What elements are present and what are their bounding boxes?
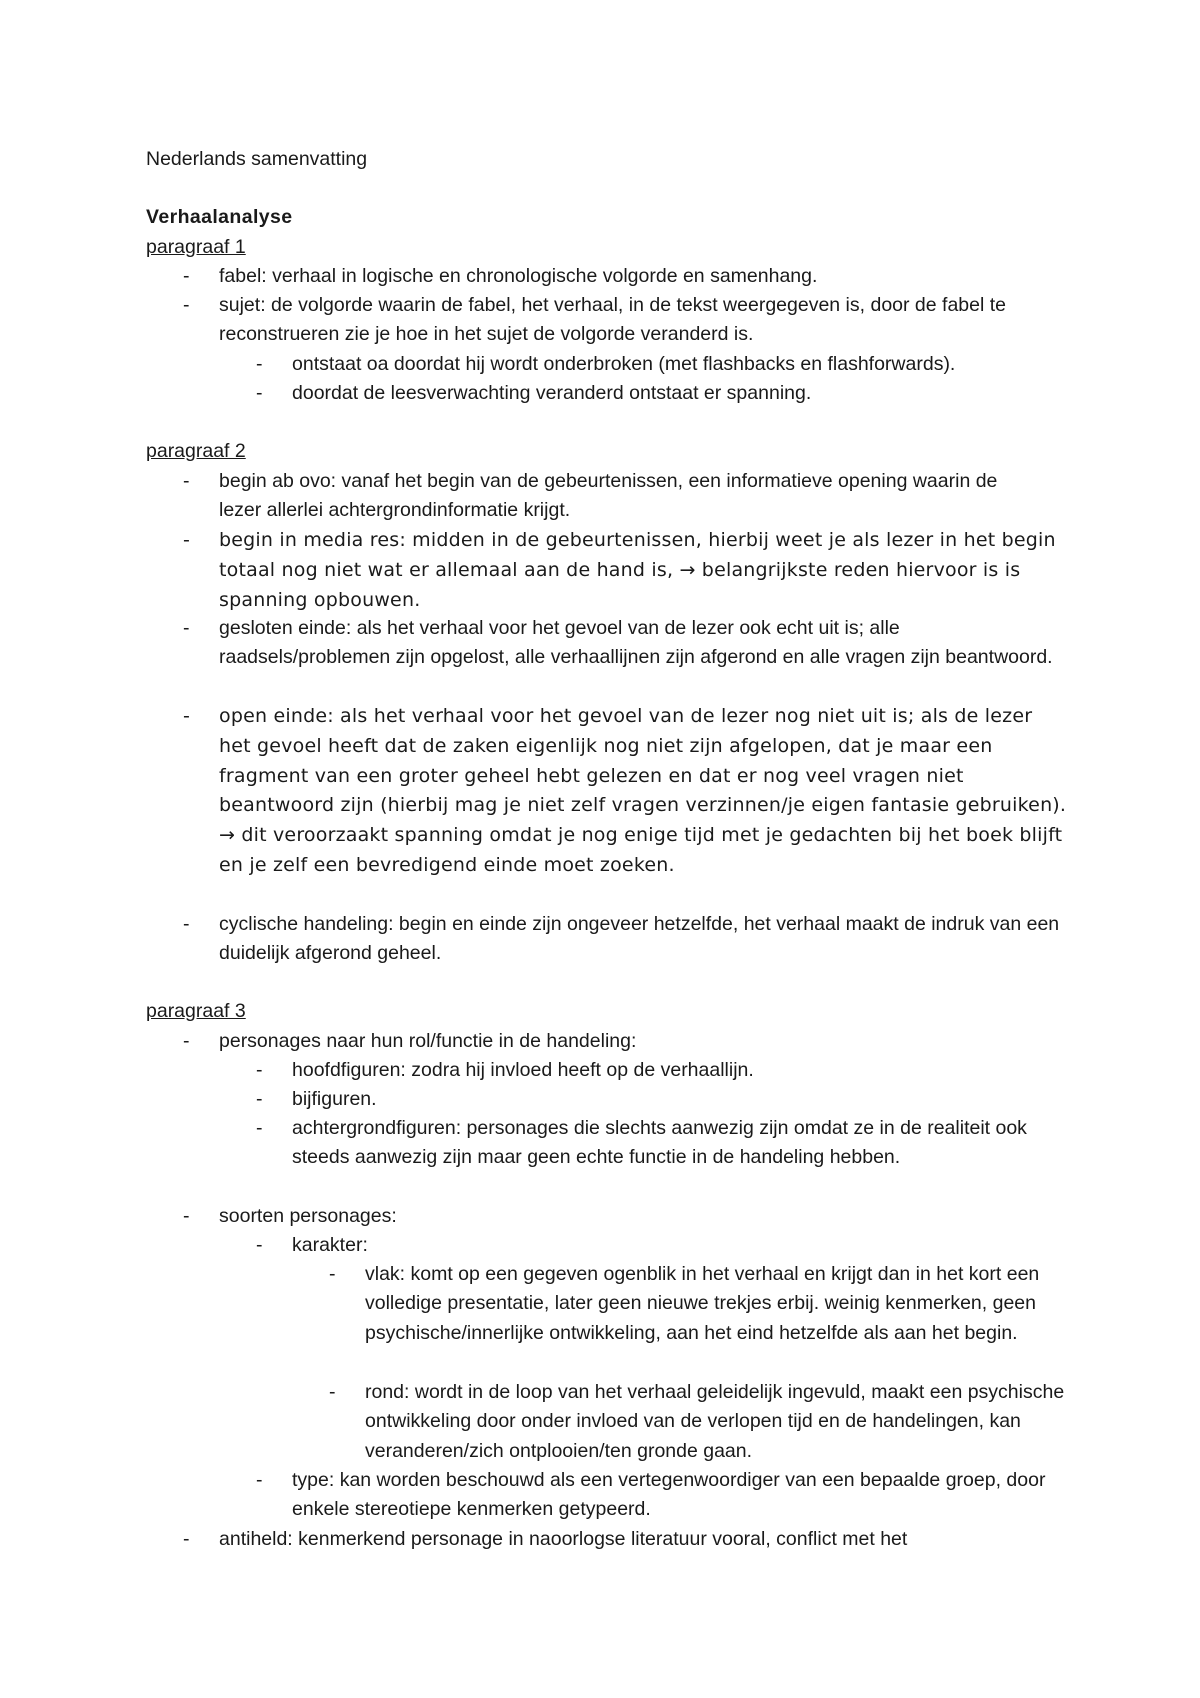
bullet-dash: - [183, 294, 190, 316]
list-item [329, 1378, 1065, 1466]
list-item-text: sujet: de volgorde waarin de fabel, het verhaal, in de tekst weergegeven is, door de fabel te reconstrueren zie je hoe in het sujet de volgorde veranderd is. [219, 294, 1006, 346]
list-item-text: personages naar hun rol/functie in de handeling: [219, 1030, 637, 1052]
list-item-text: karakter: [292, 1234, 368, 1256]
list-item-text: achtergrondfiguren: personages die slechts aanwezig zijn omdat ze in de realiteit ook steeds aanwezig zijn maar geen echte functie in de handeling hebben. [292, 1117, 1027, 1169]
list-item-text: soorten personages: [219, 1205, 397, 1227]
bullet-dash: - [256, 1117, 263, 1139]
list-item-text: bijfiguren. [292, 1088, 377, 1110]
list-item-text: cyclische handeling: begin en einde zijn ongeveer hetzelfde, het verhaal maakt de indruk van een duidelijk afgerond geheel. [219, 913, 1060, 965]
bullet-dash: - [256, 353, 263, 375]
paragraph-heading-2: paragraaf 2 [146, 440, 246, 462]
bullet-dash: - [256, 1059, 263, 1081]
list-item-text: type: kan worden beschouwd als een vertegenwoordiger van een bepaalde groep, door enkele stereotiepe kenmerken getypeerd. [292, 1469, 1046, 1521]
list-item [183, 1202, 1069, 1231]
list-item-text: ontstaat oa doordat hij wordt onderbroken (met flashbacks en flashforwards). [292, 353, 956, 375]
list-item [256, 350, 1062, 379]
list-item [256, 379, 1062, 408]
list-item-text: begin in media res: midden in de gebeurtenissen, hierbij weet je als lezer in het begin totaal nog niet wat er allemaal aan de hand is, → belangrijkste reden hiervoor is is spanning opbouwen. [219, 529, 1056, 611]
list-item-text: antiheld: kenmerkend personage in naoorlogse literatuur vooral, conflict met het [219, 1528, 908, 1550]
list-item [183, 467, 1019, 526]
list-item [183, 291, 1064, 350]
bullet-dash: - [183, 265, 190, 287]
bullet-dash: - [183, 1528, 190, 1550]
bullet-dash: - [183, 617, 190, 639]
list-item-text: rond: wordt in de loop van het verhaal geleidelijk ingevuld, maakt een psychische ontwikkeling door onder invloed van de verlopen tijd en de handelingen, kan veranderen/zich ontplooien/ten gronde gaan. [365, 1381, 1065, 1462]
bullet-dash: - [256, 1088, 263, 1110]
bullet-dash: - [183, 1205, 190, 1227]
bullet-dash: - [183, 1030, 190, 1052]
bullet-dash: - [256, 1469, 263, 1491]
list-item [256, 1231, 1062, 1260]
paragraph-heading-3: paragraaf 3 [146, 1000, 246, 1022]
list-item-text: doordat de leesverwachting veranderd ontstaat er spanning. [292, 382, 812, 404]
list-item [256, 1114, 1042, 1173]
list-item-text: hoofdfiguren: zodra hij invloed heeft op de verhaallijn. [292, 1059, 754, 1081]
paragraph-heading-1: paragraaf 1 [146, 236, 246, 258]
list-item [256, 1056, 1062, 1085]
list-item-text: vlak: komt op een gegeven ogenblik in het verhaal en krijgt dan in het kort een volledige presentatie, later geen nieuwe trekjes erbij. weinig kenmerken, geen psychische/innerlijke ontwikkeling, aan het eind hetzelfde als aan het begin. [365, 1263, 1040, 1344]
bullet-dash: - [329, 1381, 336, 1403]
list-item [183, 262, 1069, 291]
list-item [329, 1260, 1065, 1348]
bullet-dash: - [256, 382, 263, 404]
list-item-text: open einde: als het verhaal voor het gevoel van de lezer nog niet uit is; als de lezer het gevoel heeft dat de zaken eigenlijk nog niet zijn afgelopen, dat je maar een fragment van een groter geheel hebt gelezen en dat er nog veel vragen niet beantwoord zijn (hierbij mag je niet zelf vragen verzinnen/je eigen fantasie gebruiken). → dit veroorzaakt spanning omdat je nog enige tijd met je gedachten bij het boek blijft en je zelf een bevredigend einde moet zoeken. [219, 705, 1067, 876]
list-item [256, 1466, 1062, 1525]
list-item [183, 910, 1069, 969]
list-item-text: gesloten einde: als het verhaal voor het gevoel van de lezer ook echt uit is; alle raadsels/problemen zijn opgelost, alle verhaallijnen zijn afgerond en alle vragen zijn beantwoord. [219, 617, 1053, 669]
list-item-text: fabel: verhaal in logische en chronologische volgorde en samenhang. [219, 265, 818, 287]
list-item-text: begin ab ovo: vanaf het begin van de gebeurtenissen, een informatieve opening waarin de lezer allerlei achtergrondinformatie krijgt. [219, 470, 998, 522]
list-item [183, 702, 1069, 881]
bullet-dash: - [329, 1263, 336, 1285]
list-item [183, 1027, 1069, 1056]
bullet-dash: - [183, 913, 190, 935]
list-item [183, 1525, 1069, 1554]
section-title: Verhaalanalyse [146, 206, 293, 228]
bullet-dash: - [256, 1234, 263, 1256]
bullet-dash: - [183, 470, 190, 492]
bullet-dash: - [183, 705, 191, 727]
list-item [256, 1085, 1062, 1114]
list-item [183, 614, 1059, 673]
document-title: Nederlands samenvatting [146, 148, 368, 170]
bullet-dash: - [183, 529, 191, 551]
list-item [183, 526, 1069, 615]
